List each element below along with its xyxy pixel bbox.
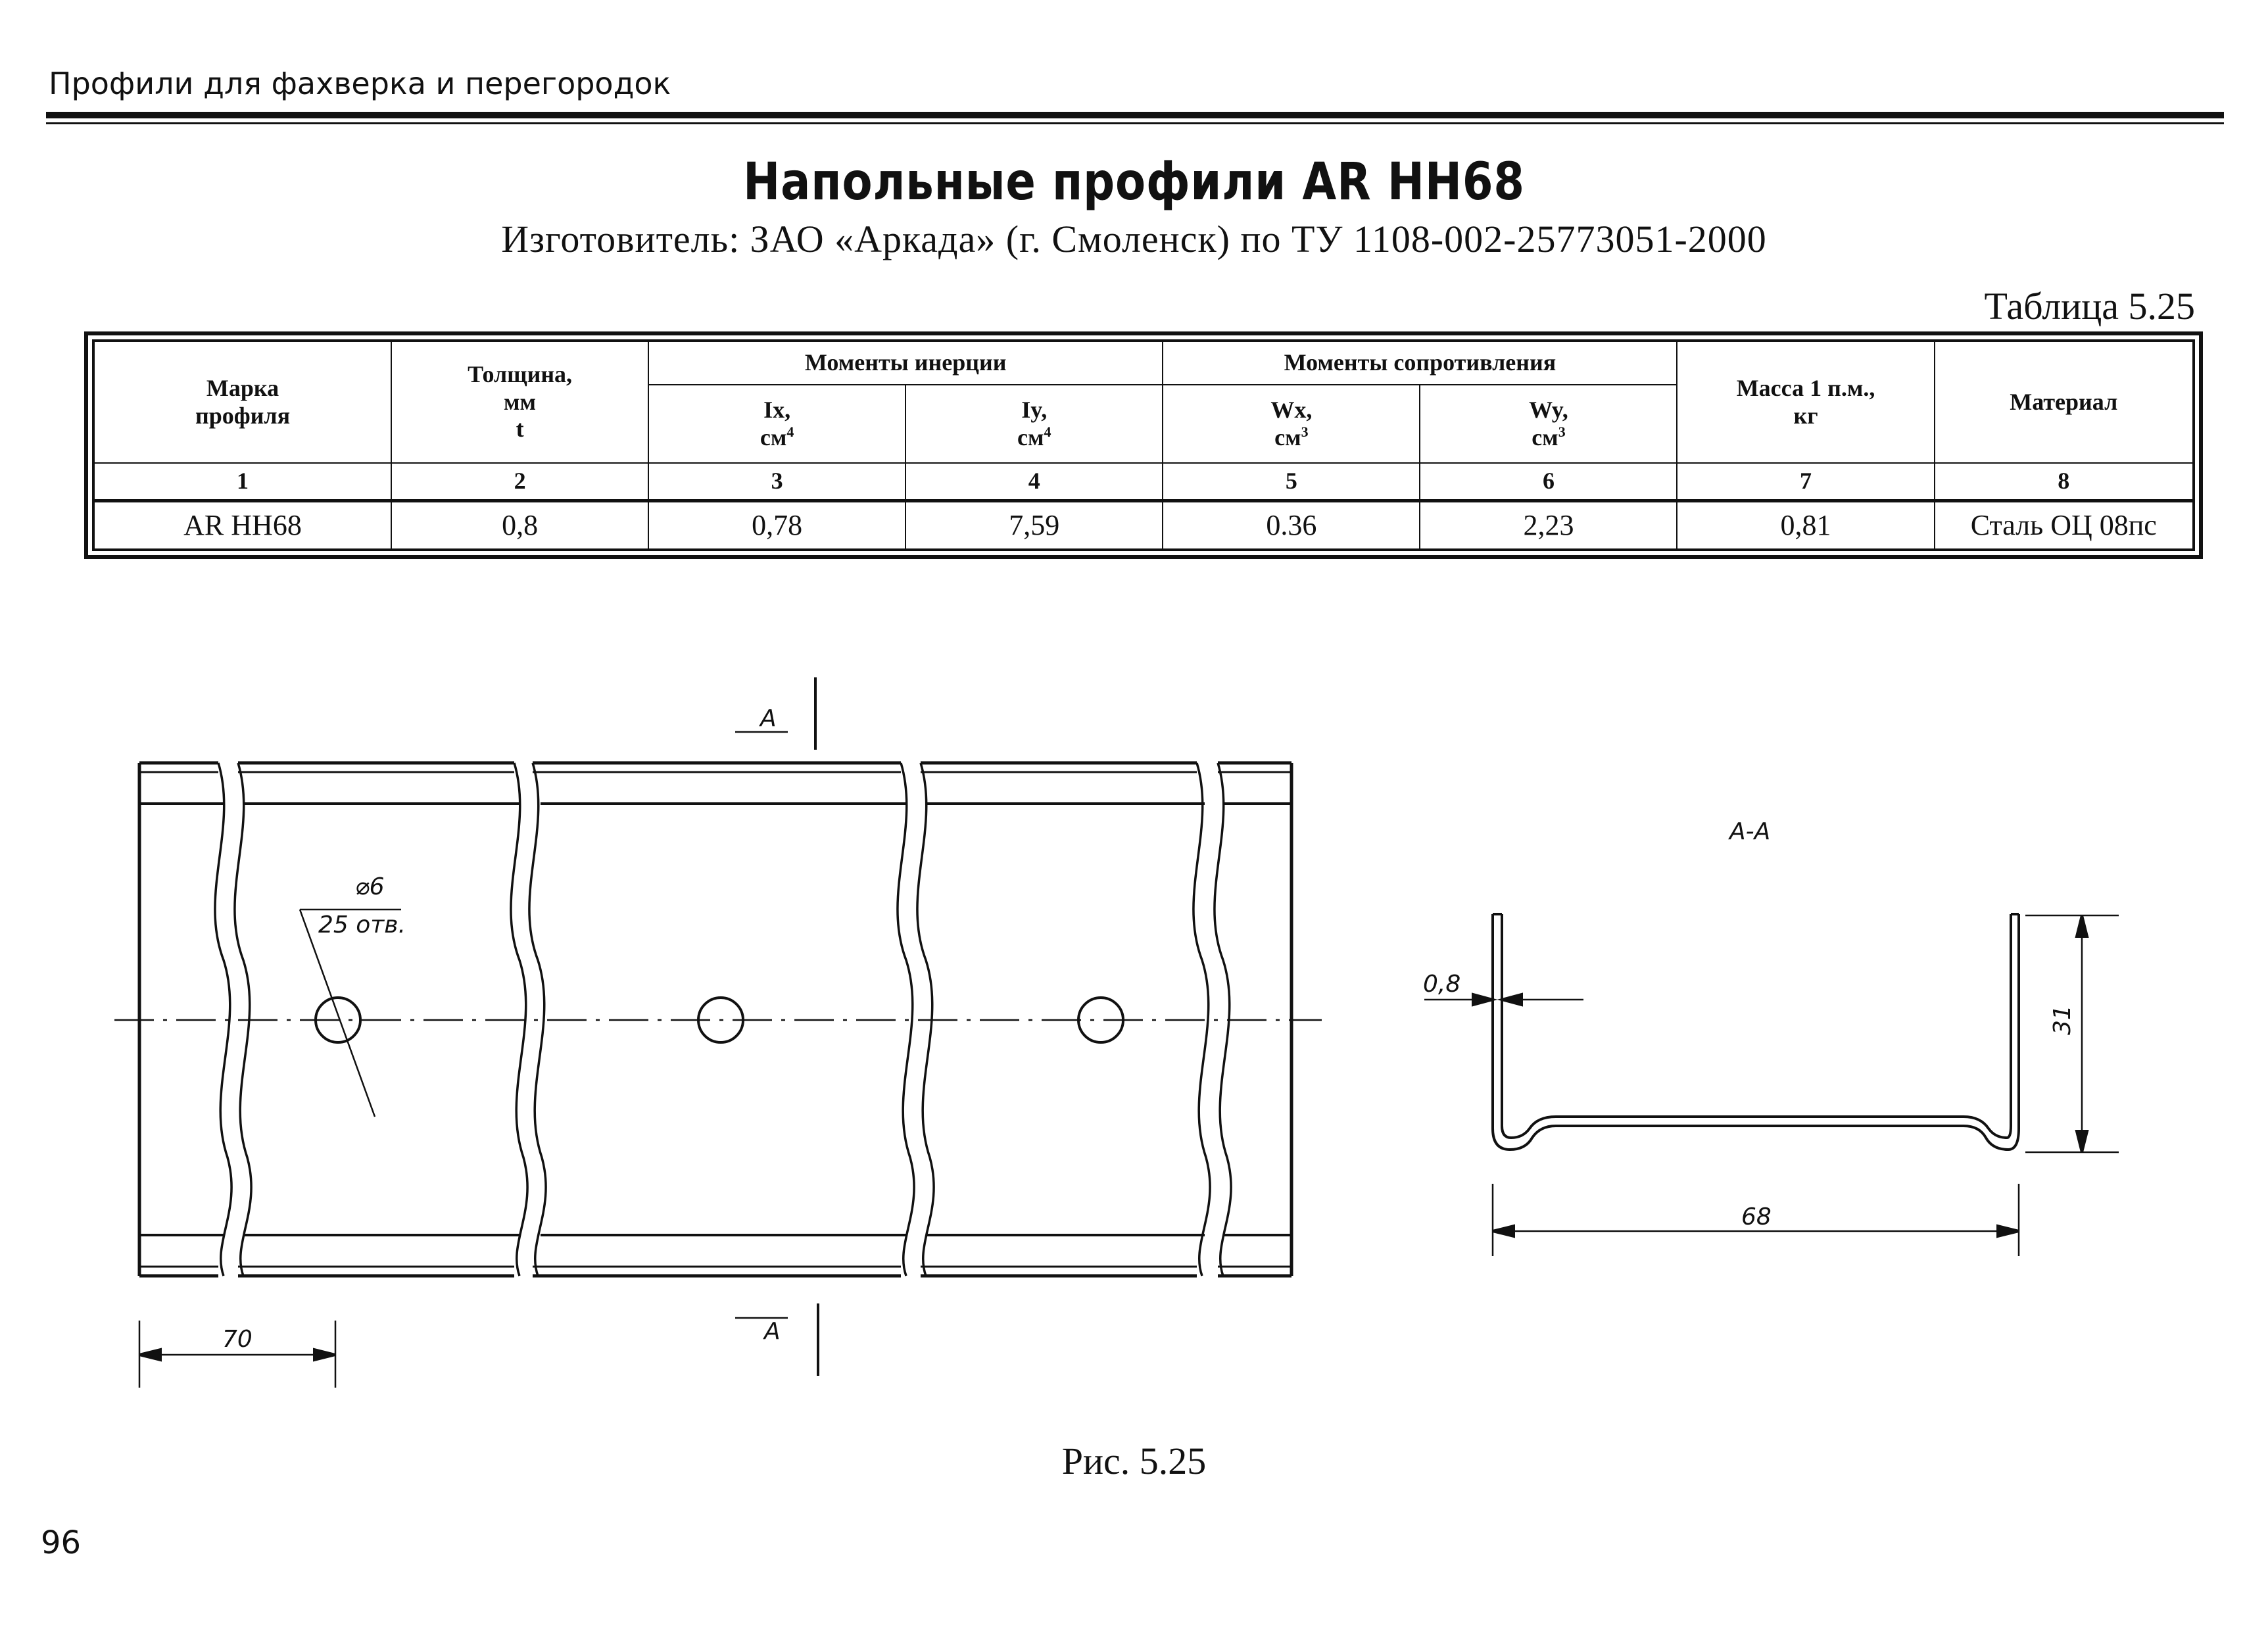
running-head: Профили для фахверка и перегородок bbox=[49, 66, 671, 101]
hole-diameter-label: ⌀6 bbox=[355, 873, 385, 900]
header-mark: Марка профиля bbox=[93, 341, 391, 463]
dim-thickness-label: 0,8 bbox=[1423, 971, 1461, 998]
section-mark-bottom: A bbox=[764, 1318, 781, 1345]
column-number: 8 bbox=[1935, 463, 2194, 501]
cell-thickness: 0,8 bbox=[391, 501, 648, 550]
cell-wy: 2,23 bbox=[1420, 501, 1677, 550]
column-number: 7 bbox=[1677, 463, 1934, 501]
section-mark-top: A bbox=[760, 705, 777, 732]
figure-caption: Рис. 5.25 bbox=[1061, 1440, 1207, 1482]
cell-ix: 0,78 bbox=[648, 501, 905, 550]
cell-iy: 7,59 bbox=[905, 501, 1163, 550]
hole-count-label: 25 отв. bbox=[318, 912, 406, 938]
header-resistance-group: Моменты сопротивления bbox=[1163, 341, 1677, 385]
header-inertia-group: Моменты инерции bbox=[648, 341, 1163, 385]
dim-70-label: 70 bbox=[222, 1326, 253, 1353]
cell-wx: 0.36 bbox=[1163, 501, 1420, 550]
header-wx: Wx, $см^3$ bbox=[1163, 385, 1420, 463]
dim-height-label: 31 bbox=[2049, 1005, 2076, 1035]
cell-material: Сталь ОЦ 08пс bbox=[1935, 501, 2194, 550]
table-label: Таблица 5.25 bbox=[1984, 285, 2195, 328]
section-title: А-А bbox=[1729, 818, 1771, 845]
plan-view bbox=[114, 677, 1322, 1388]
header-material: Материал bbox=[1935, 341, 2194, 463]
page-number: 96 bbox=[41, 1524, 82, 1561]
column-number: 6 bbox=[1420, 463, 1677, 501]
header-thickness: Толщина, мм t bbox=[391, 341, 648, 463]
dim-base-label: 68 bbox=[1741, 1204, 1772, 1230]
column-number: 5 bbox=[1163, 463, 1420, 501]
manufacturer-line: Изготовитель: ЗАО «Аркада» (г. Смоленск) по ТУ 1108-002-25773051-2000 bbox=[501, 218, 1767, 260]
section-view bbox=[1424, 914, 2119, 1256]
cell-mark: AR HH68 bbox=[93, 501, 391, 550]
cell-mass: 0,81 bbox=[1677, 501, 1934, 550]
column-number: 2 bbox=[391, 463, 648, 501]
page-title: Напольные профили AR HH68 bbox=[743, 153, 1525, 212]
header-wy: Wy, $см^3$ bbox=[1420, 385, 1677, 463]
header-ix: Ix, $см^4$ bbox=[648, 385, 905, 463]
column-number: 1 bbox=[93, 463, 391, 501]
header-iy: Iy, $см^4$ bbox=[905, 385, 1163, 463]
column-number: 3 bbox=[648, 463, 905, 501]
column-number: 4 bbox=[905, 463, 1163, 501]
header-mass: Масса 1 п.м., кг bbox=[1677, 341, 1934, 463]
